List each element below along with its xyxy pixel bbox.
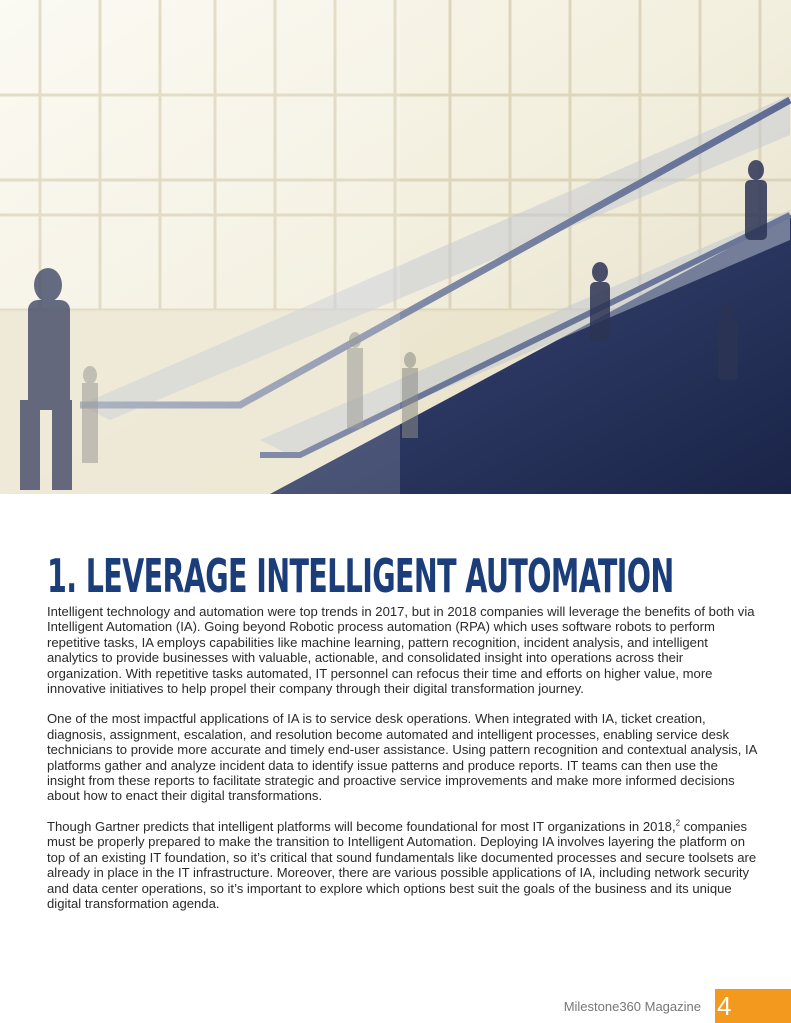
magazine-name: Milestone360 Magazine: [563, 999, 701, 1014]
paragraph-text: Though Gartner predicts that intelligent platforms will become foundational for most IT organizations in 2018,: [47, 818, 676, 834]
article-body: [47, 604, 757, 926]
article-title: 1. LEVERAGE INTELLIGENT AUTOMATION: [47, 549, 674, 603]
paragraph: [47, 819, 757, 911]
paragraph-text: companies must be properly prepared to make the transition to Intelligent Automation. Deploying IA involves layering the platform on top of an existing IT foundation, so it’s critical that sound fundamentals like documented processes and secure toolsets are already in place in the IT infrastructure. Moreover, there are various possible applications of IA, including network security and data center operations, so it’s important to explore which options best suit the goals of the business and its unique digital transformation agenda.: [47, 818, 757, 911]
paragraph: Intelligent technology and automation were top trends in 2017, but in 2018 companies will leverage the benefits of both via Intelligent Automation (IA). Going beyond Robotic process automation (RPA) which uses software robots to perform repetitive tasks, IA employs capabilities like machine learning, pattern recognition, incident analysis, and intelligent analytics to provide businesses with valuable, actionable, and consolidated insight into operations across their organization. With repetitive tasks automated, IT personnel can refocus their time and efforts on higher value, more innovative initiatives to help propel their company through their digital transformation journey.: [47, 604, 755, 697]
paragraph: One of the most impactful applications of IA is to service desk operations. When integrated with IA, ticket creation, diagnosis, assignment, escalation, and resolution become automated and intelligent processes, enabling service desk technicians to provide more accurate and timely end-user assistance. Using pattern recognition and contextual analysis, IA platforms gather and analyze incident data to identify issue patterns and produce reports. IT teams can then use the insight from these reports to facilitate strategic and proactive service improvements and make more informed decisions about how to enact their digital transformations.: [47, 711, 757, 804]
hero-photo: [0, 0, 791, 494]
page-number: 4: [717, 991, 732, 1021]
footnote-marker[interactable]: 2: [675, 818, 681, 828]
hero-photo-escalator: [0, 0, 791, 494]
